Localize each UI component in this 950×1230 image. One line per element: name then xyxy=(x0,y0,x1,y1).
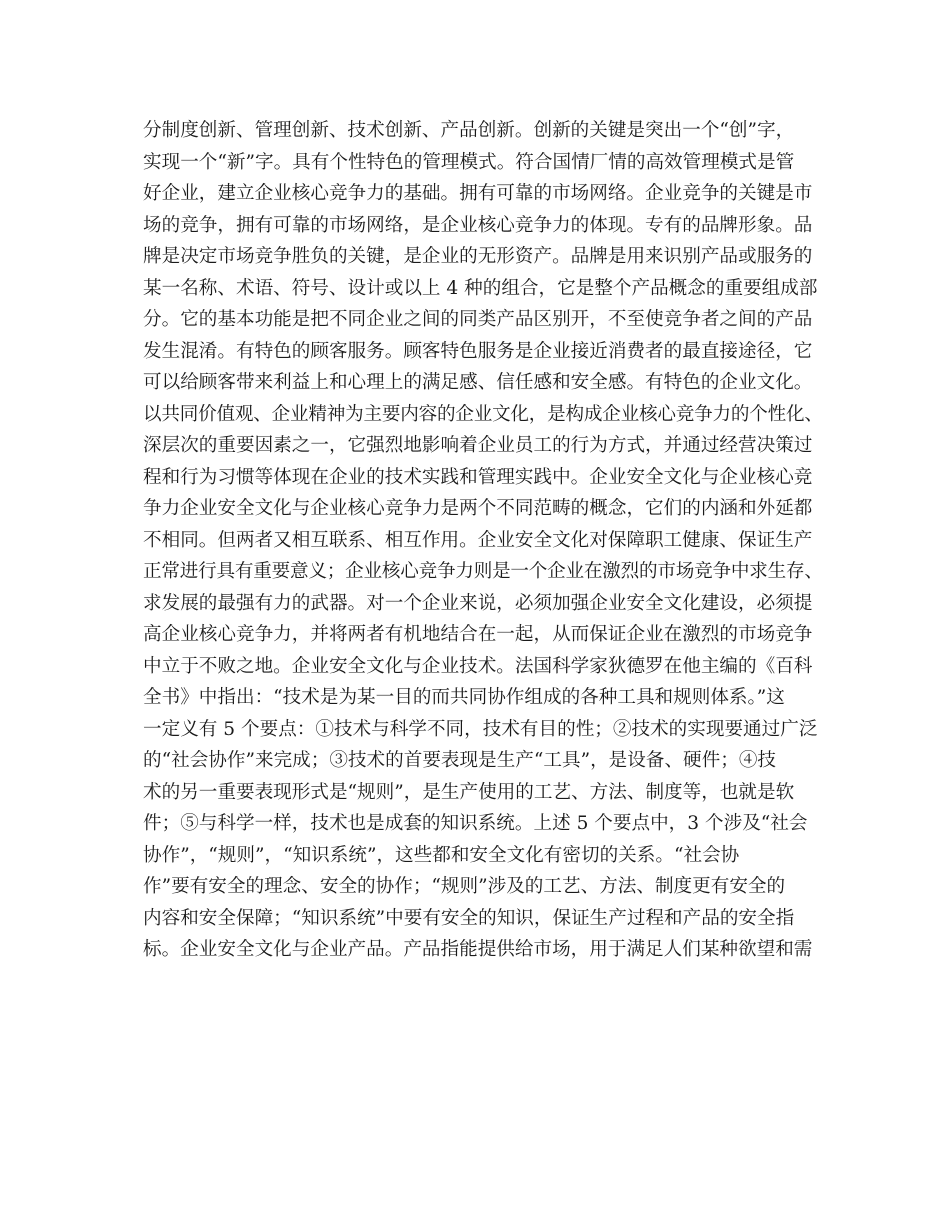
text-line: 程和行为习惯等体现在企业的技术实践和管理实践中。企业安全文化与企业核心竞 xyxy=(143,466,813,488)
text-line: 术的另一重要表现形式是“规则”，是生产使用的工艺、方法、制度等，也就是软 xyxy=(143,781,795,803)
text-line: 协作”，“规则”，“知识系统”，这些都和安全文化有密切的关系。“社会协 xyxy=(143,844,740,866)
text-line: 求发展的最强有力的武器。对一个企业来说，必须加强企业安全文化建设，必须提 xyxy=(143,592,813,614)
body-text xyxy=(143,115,823,966)
text-line: 好企业，建立企业核心竞争力的基础。拥有可靠的市场网络。企业竞争的关键是市 xyxy=(143,183,813,204)
text-line: 不相同。但两者又相互联系、相互作用。企业安全文化对保障职工健康、保证生产 xyxy=(143,529,813,551)
text-line: 件；⑤与科学一样，技术也是成套的知识系统。上述 5 个要点中，3 个涉及“社会 xyxy=(143,813,808,834)
text-line: 深层次的重要因素之一，它强烈地影响着企业员工的行为方式，并通过经营决策过 xyxy=(143,435,813,456)
text-line: 实现一个“新”字。具有个性特色的管理模式。符合国情厂情的高效管理模式是管 xyxy=(143,151,795,173)
text-line: 高企业核心竞争力，并将两者有机地结合在一起，从而保证企业在激烈的市场竞争 xyxy=(143,624,813,645)
text-line: 场的竞争，拥有可靠的市场网络，是企业核心竞争力的体现。专有的品牌形象。品 xyxy=(143,214,813,236)
text-line: 以共同价值观、企业精神为主要内容的企业文化，是构成企业核心竞争力的个性化、 xyxy=(143,403,823,425)
text-line: 内容和安全保障；“知识系统”中要有安全的知识，保证生产过程和产品的安全指 xyxy=(143,907,795,929)
text-line: 一定义有 5 个要点：①技术与科学不同，技术有目的性；②技术的实现要通过广泛 xyxy=(143,718,818,740)
text-line: 作”要有安全的理念、安全的协作；“规则”涉及的工艺、方法、制度更有安全的 xyxy=(143,876,786,897)
text-line: 分制度创新、管理创新、技术创新、产品创新。创新的关键是突出一个“创”字， xyxy=(143,120,795,141)
text-line: 全书》中指出：“技术是为某一目的而共同协作组成的各种工具和规则体系。”这 xyxy=(143,687,785,708)
text-line: 标。企业安全文化与企业产品。产品指能提供给市场，用于满足人们某种欲望和需 xyxy=(143,939,813,960)
text-line: 分。它的基本功能是把不同企业之间的同类产品区别开，不至使竞争者之间的产品 xyxy=(143,309,813,330)
text-line: 的“社会协作”来完成；③技术的首要表现是生产“工具”，是设备、硬件；④技 xyxy=(143,750,777,771)
text-line: 某一名称、术语、符号、设计或以上 4 种的组合，它是整个产品概念的重要组成部 xyxy=(143,277,818,299)
text-line: 中立于不败之地。企业安全文化与企业技术。法国科学家狄德罗在他主编的《百科 xyxy=(143,655,813,677)
text-line: 发生混淆。有特色的顾客服务。顾客特色服务是企业接近消费者的最直接途径，它 xyxy=(143,340,813,362)
text-line: 争力企业安全文化与企业核心竞争力是两个不同范畴的概念，它们的内涵和外延都 xyxy=(143,498,813,519)
text-line: 可以给顾客带来利益上和心理上的满足感、信任感和安全感。有特色的企业文化。 xyxy=(143,372,813,393)
text-line: 牌是决定市场竞争胜负的关键，是企业的无形资产。品牌是用来识别产品或服务的 xyxy=(143,246,813,267)
text-line: 正常进行具有重要意义；企业核心竞争力则是一个企业在激烈的市场竞争中求生存、 xyxy=(143,561,823,582)
